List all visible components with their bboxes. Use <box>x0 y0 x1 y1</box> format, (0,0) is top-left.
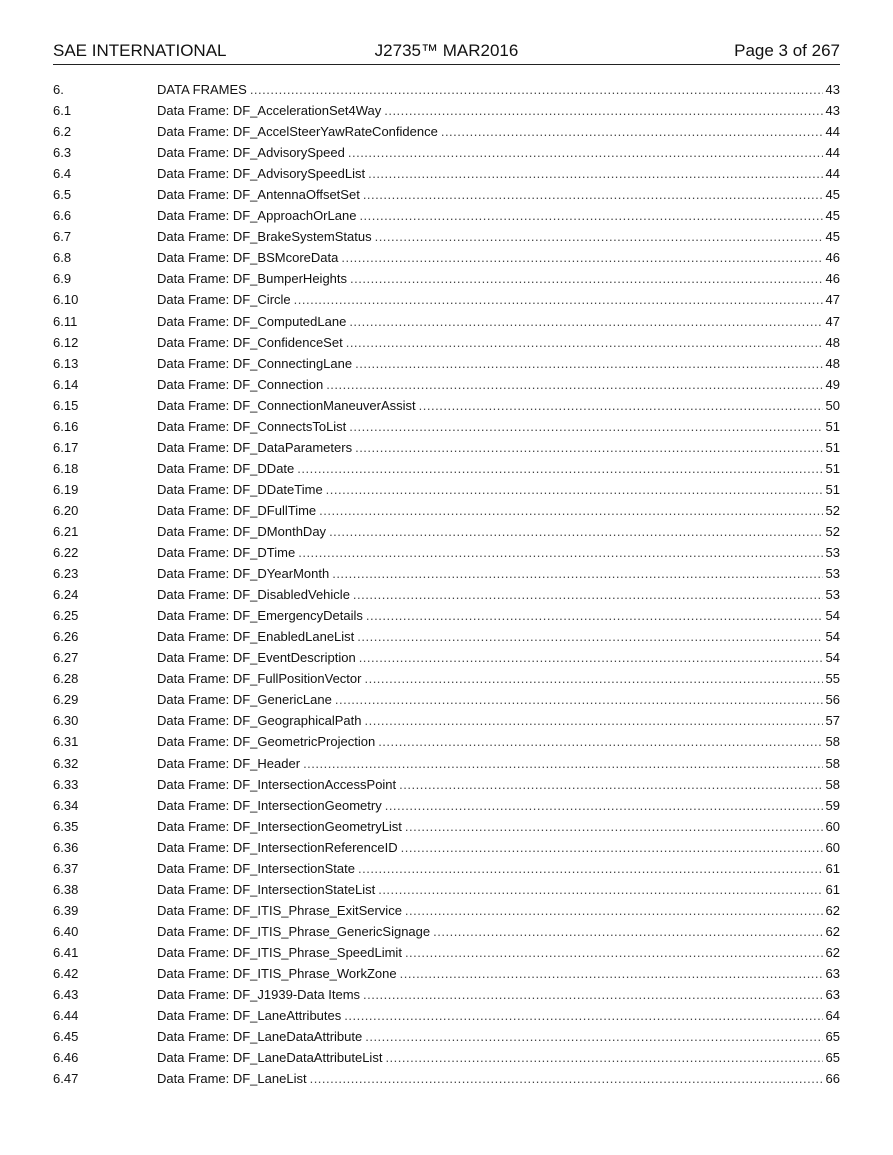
dot-leader <box>363 184 823 205</box>
toc-entry-number: 6.36 <box>53 839 79 855</box>
toc-entry-number: 6.39 <box>53 902 79 918</box>
toc-entry-title: Data Frame: DF_AdvisorySpeedList <box>157 166 366 182</box>
header-document-id: J2735™ MAR2016 <box>374 41 519 60</box>
toc-entry-number: 6.31 <box>53 734 79 750</box>
toc-entry-number: 6.17 <box>53 439 79 455</box>
toc-entry-number: 6.34 <box>53 797 79 813</box>
toc-entry-page: 50 <box>825 397 840 413</box>
toc-entry-page: 54 <box>825 629 840 645</box>
toc-entry-page: 53 <box>825 566 840 582</box>
toc-entry-page: 63 <box>825 965 840 981</box>
dot-leader <box>319 500 822 521</box>
page-header <box>53 40 840 65</box>
toc-entry-number: 6.45 <box>53 1029 79 1045</box>
toc-entry-number: 6.28 <box>53 671 79 687</box>
toc-entry-page: 44 <box>825 166 840 182</box>
toc-entry-page: 51 <box>825 418 840 434</box>
toc-entry-line <box>157 458 840 479</box>
toc-entry-number: 6.43 <box>53 987 79 1003</box>
toc-entry-page: 45 <box>825 208 840 224</box>
toc-entry-line <box>157 332 840 353</box>
toc-entry-number: 6.29 <box>53 692 79 708</box>
toc-entry-line <box>157 984 840 1005</box>
toc-entry-title: Data Frame: DF_Header <box>157 755 301 771</box>
dot-leader <box>400 963 823 984</box>
toc-entry[interactable] <box>53 500 840 521</box>
toc-entry-number: 6.25 <box>53 608 79 624</box>
toc-entry-number: 6.14 <box>53 376 79 392</box>
toc-entry-title: Data Frame: DF_EnabledLaneList <box>157 629 355 645</box>
toc-entry-page: 60 <box>825 818 840 834</box>
toc-entry-title: Data Frame: DF_ConnectionManeuverAssist <box>157 397 416 413</box>
header-page-number: Page 3 of 267 <box>734 41 840 60</box>
toc-entry-line <box>157 374 840 395</box>
toc-entry-title: Data Frame: DF_GeographicalPath <box>157 713 362 729</box>
toc-entry[interactable] <box>53 668 840 689</box>
toc-entry-page: 62 <box>825 902 840 918</box>
toc-entry-line <box>157 795 840 816</box>
toc-entry[interactable] <box>53 626 840 647</box>
dot-leader <box>419 395 823 416</box>
toc-entry[interactable] <box>53 647 840 668</box>
dot-leader <box>365 1026 822 1047</box>
dot-leader <box>405 900 823 921</box>
toc-entry[interactable] <box>53 268 840 289</box>
toc-entry-number: 6.23 <box>53 566 79 582</box>
toc-entry-number: 6.30 <box>53 713 79 729</box>
dot-leader <box>355 437 822 458</box>
dot-leader <box>341 247 822 268</box>
toc-entry-line <box>157 710 840 731</box>
toc-entry[interactable] <box>53 542 840 563</box>
toc-entry-page: 56 <box>825 692 840 708</box>
toc-entry-title: Data Frame: DF_LaneDataAttribute <box>157 1029 363 1045</box>
toc-entry-title: DATA FRAMES <box>157 82 247 97</box>
toc-entry-page: 52 <box>825 502 840 518</box>
dot-leader <box>335 689 823 710</box>
toc-entry-page: 61 <box>825 860 840 876</box>
toc-entry-line <box>157 753 840 774</box>
toc-entry-title: Data Frame: DF_IntersectionStateList <box>157 881 376 897</box>
toc-entry[interactable] <box>53 563 840 584</box>
dot-leader <box>359 205 822 226</box>
toc-entry-number: 6.20 <box>53 502 79 518</box>
toc-entry-line <box>157 816 840 837</box>
toc-entry-title: Data Frame: DF_DTime <box>157 545 296 561</box>
toc-entry-title: Data Frame: DF_ComputedLane <box>157 313 347 329</box>
toc-entry-number: 6.32 <box>53 755 79 771</box>
toc-entry-line <box>157 142 840 163</box>
dot-leader <box>349 416 822 437</box>
toc-entry[interactable] <box>53 689 840 710</box>
toc-entry-line <box>157 500 840 521</box>
toc-entry-number: 6.41 <box>53 944 79 960</box>
toc-entry-page: 45 <box>825 187 840 203</box>
toc-entry-number: 6.18 <box>53 460 79 476</box>
dot-leader <box>250 79 823 100</box>
toc-entry[interactable] <box>53 205 840 226</box>
toc-entry-line <box>157 79 840 100</box>
toc-entry-line <box>157 626 840 647</box>
toc-entry-number: 6.3 <box>53 145 72 161</box>
toc-entry-page: 53 <box>825 545 840 561</box>
toc-entry-title: Data Frame: DF_BrakeSystemStatus <box>157 229 372 245</box>
toc-entry-line <box>157 479 840 500</box>
toc-entry-title: Data Frame: DF_IntersectionState <box>157 860 355 876</box>
toc-entry-title: Data Frame: DF_LaneDataAttributeList <box>157 1050 383 1066</box>
toc-entry-page: 66 <box>825 1071 840 1087</box>
toc-entry-title: Data Frame: DF_IntersectionGeometryList <box>157 818 402 834</box>
toc-entry-page: 43 <box>825 82 840 97</box>
toc-entry[interactable] <box>53 753 840 774</box>
toc-entry-number: 6.21 <box>53 523 79 539</box>
toc-entry-line <box>157 1047 840 1068</box>
toc-entry-line <box>157 858 840 879</box>
toc-entry-number: 6.5 <box>53 187 72 203</box>
toc-entry-number: 6.7 <box>53 229 72 245</box>
toc-entry-line <box>157 774 840 795</box>
toc-entry-number: 6.46 <box>53 1050 79 1066</box>
dot-leader <box>355 353 822 374</box>
dot-leader <box>344 1005 822 1026</box>
dot-leader <box>298 542 822 563</box>
toc-entry[interactable] <box>53 816 840 837</box>
toc-entry[interactable] <box>53 1047 840 1068</box>
toc-entry-page: 44 <box>825 145 840 161</box>
toc-entry-line <box>157 353 840 374</box>
toc-entry[interactable] <box>53 479 840 500</box>
toc-entry[interactable] <box>53 879 840 900</box>
toc-entry-line <box>157 395 840 416</box>
toc-entry-number: 6.10 <box>53 292 79 308</box>
dot-leader <box>375 226 823 247</box>
toc-entry[interactable] <box>53 289 840 310</box>
dot-leader <box>364 710 822 731</box>
toc-entry[interactable] <box>53 163 840 184</box>
toc-entry[interactable] <box>53 374 840 395</box>
toc-entry-line <box>157 311 840 332</box>
toc-entry-page: 65 <box>825 1050 840 1066</box>
toc-entry-title: Data Frame: DF_LaneList <box>157 1071 307 1087</box>
dot-leader <box>310 1068 823 1089</box>
toc-entry-page: 47 <box>825 313 840 329</box>
dot-leader <box>303 753 822 774</box>
toc-entry-page: 43 <box>825 103 840 119</box>
toc-entry-page: 52 <box>825 523 840 539</box>
toc-entry-page: 45 <box>825 229 840 245</box>
toc-entry-line <box>157 668 840 689</box>
dot-leader <box>329 521 822 542</box>
toc-entry-line <box>157 584 840 605</box>
dot-leader <box>332 563 822 584</box>
dot-leader <box>441 121 823 142</box>
dot-leader <box>384 100 822 121</box>
toc-entry[interactable] <box>53 226 840 247</box>
toc-entry-page: 53 <box>825 587 840 603</box>
dot-leader <box>364 668 822 689</box>
toc-entry-title: Data Frame: DF_IntersectionGeometry <box>157 797 382 813</box>
toc-entry-page: 46 <box>825 250 840 266</box>
dot-leader <box>366 605 823 626</box>
toc-entry-page: 65 <box>825 1029 840 1045</box>
toc-entry[interactable] <box>53 458 840 479</box>
toc-entry-number: 6. <box>53 82 64 97</box>
toc-entry-line <box>157 689 840 710</box>
toc-entry-title: Data Frame: DF_DDate <box>157 460 295 476</box>
toc-entry-line <box>157 879 840 900</box>
toc-entry-line <box>157 226 840 247</box>
toc-entry[interactable] <box>53 395 840 416</box>
toc-entry-number: 6.11 <box>53 313 78 329</box>
toc-entry[interactable] <box>53 858 840 879</box>
toc-entry-title: Data Frame: DF_ConfidenceSet <box>157 334 343 350</box>
toc-entry-title: Data Frame: DF_ConnectingLane <box>157 355 353 371</box>
toc-entry-page: 58 <box>825 734 840 750</box>
toc-entry-line <box>157 963 840 984</box>
toc-entry[interactable] <box>53 1005 840 1026</box>
table-of-contents <box>53 79 840 1089</box>
toc-entry-title: Data Frame: DF_EmergencyDetails <box>157 608 363 624</box>
toc-entry[interactable] <box>53 1068 840 1089</box>
dot-leader <box>401 837 823 858</box>
toc-entry-number: 6.26 <box>53 629 79 645</box>
toc-entry-line <box>157 247 840 268</box>
toc-entry-line <box>157 542 840 563</box>
toc-entry-page: 46 <box>825 271 840 287</box>
toc-entry-page: 55 <box>825 671 840 687</box>
toc-entry[interactable] <box>53 710 840 731</box>
toc-entry-page: 51 <box>825 481 840 497</box>
toc-entry-page: 60 <box>825 839 840 855</box>
toc-entry-page: 59 <box>825 797 840 813</box>
toc-entry[interactable] <box>53 184 840 205</box>
toc-entry-title: Data Frame: DF_DataParameters <box>157 439 353 455</box>
toc-entry[interactable] <box>53 963 840 984</box>
toc-entry-page: 51 <box>825 439 840 455</box>
toc-entry-number: 6.8 <box>53 250 72 266</box>
toc-entry-title: Data Frame: DF_J1939-Data Items <box>157 987 361 1003</box>
toc-entry-title: Data Frame: DF_Circle <box>157 292 291 308</box>
dot-leader <box>294 289 823 310</box>
toc-entry-line <box>157 1068 840 1089</box>
toc-entry-title: Data Frame: DF_FullPositionVector <box>157 671 362 687</box>
toc-entry-number: 6.44 <box>53 1008 79 1024</box>
toc-entry-page: 57 <box>825 713 840 729</box>
dot-leader <box>405 942 823 963</box>
toc-entry-title: Data Frame: DF_Connection <box>157 376 324 392</box>
toc-entry-page: 49 <box>825 376 840 392</box>
toc-entry-page: 62 <box>825 944 840 960</box>
toc-entry-line <box>157 163 840 184</box>
toc-entry[interactable] <box>53 100 840 121</box>
toc-entry-title: Data Frame: DF_GeometricProjection <box>157 734 376 750</box>
toc-entry-title: Data Frame: DF_DMonthDay <box>157 523 327 539</box>
toc-entry-number: 6.22 <box>53 545 79 561</box>
toc-entry-line <box>157 205 840 226</box>
toc-entry[interactable] <box>53 247 840 268</box>
dot-leader <box>385 795 823 816</box>
dot-leader <box>368 163 822 184</box>
toc-entry-title: Data Frame: DF_AccelerationSet4Way <box>157 103 382 119</box>
toc-entry-number: 6.47 <box>53 1071 79 1087</box>
toc-entry-title: Data Frame: DF_AntennaOffsetSet <box>157 187 360 203</box>
toc-entry-number: 6.16 <box>53 418 79 434</box>
toc-entry[interactable] <box>53 416 840 437</box>
toc-entry[interactable] <box>53 984 840 1005</box>
toc-entry-title: Data Frame: DF_BumperHeights <box>157 271 348 287</box>
toc-entry-page: 48 <box>825 334 840 350</box>
toc-entry-title: Data Frame: DF_AccelSteerYawRateConfidence <box>157 124 438 140</box>
toc-entry[interactable] <box>53 774 840 795</box>
toc-entry[interactable] <box>53 942 840 963</box>
toc-entry-line <box>157 647 840 668</box>
dot-leader <box>433 921 822 942</box>
toc-entry-page: 47 <box>825 292 840 308</box>
toc-entry-number: 6.37 <box>53 860 79 876</box>
toc-entry-title: Data Frame: DF_ITIS_Phrase_SpeedLimit <box>157 944 402 960</box>
dot-leader <box>363 984 823 1005</box>
toc-entry-title: Data Frame: DF_IntersectionAccessPoint <box>157 776 397 792</box>
toc-entry-page: 58 <box>825 755 840 771</box>
toc-entry-page: 54 <box>825 608 840 624</box>
toc-entry-title: Data Frame: DF_GenericLane <box>157 692 332 708</box>
dot-leader <box>405 816 823 837</box>
dot-leader <box>350 268 823 289</box>
toc-entry[interactable] <box>53 921 840 942</box>
toc-entry-line <box>157 121 840 142</box>
toc-entry-number: 6.9 <box>53 271 72 287</box>
toc-entry[interactable] <box>53 1026 840 1047</box>
toc-entry[interactable] <box>53 521 840 542</box>
toc-entry-title: Data Frame: DF_BSMcoreData <box>157 250 339 266</box>
dot-leader <box>348 142 823 163</box>
toc-entry[interactable] <box>53 332 840 353</box>
dot-leader <box>346 332 823 353</box>
dot-leader <box>378 731 822 752</box>
toc-entry-number: 6.15 <box>53 397 79 413</box>
toc-entry-title: Data Frame: DF_ITIS_Phrase_ExitService <box>157 902 402 918</box>
toc-entry[interactable] <box>53 311 840 332</box>
toc-entry-line <box>157 921 840 942</box>
toc-entry-number: 6.2 <box>53 124 72 140</box>
dot-leader <box>326 374 822 395</box>
toc-entry-line <box>157 100 840 121</box>
toc-entry-line <box>157 268 840 289</box>
toc-entry-title: Data Frame: DF_ITIS_Phrase_GenericSignage <box>157 923 431 939</box>
dot-leader <box>378 879 822 900</box>
toc-entry[interactable] <box>53 731 840 752</box>
toc-entry[interactable] <box>53 837 840 858</box>
toc-entry-line <box>157 437 840 458</box>
dot-leader <box>349 311 822 332</box>
toc-entry[interactable] <box>53 795 840 816</box>
dot-leader <box>359 647 823 668</box>
toc-entry-line <box>157 184 840 205</box>
toc-entry[interactable] <box>53 353 840 374</box>
toc-entry[interactable] <box>53 437 840 458</box>
toc-entry-page: 44 <box>825 124 840 140</box>
toc-entry-line <box>157 900 840 921</box>
toc-entry-line <box>157 731 840 752</box>
toc-entry[interactable] <box>53 584 840 605</box>
toc-entry-number: 6.35 <box>53 818 79 834</box>
toc-entry-line <box>157 1005 840 1026</box>
toc-entry-title: Data Frame: DF_EventDescription <box>157 650 356 666</box>
toc-entry-number: 6.13 <box>53 355 79 371</box>
toc-entry-line <box>157 289 840 310</box>
toc-entry-page: 63 <box>825 987 840 1003</box>
toc-entry-page: 62 <box>825 923 840 939</box>
toc-entry[interactable] <box>53 900 840 921</box>
toc-entry[interactable] <box>53 142 840 163</box>
toc-entry-page: 64 <box>825 1008 840 1024</box>
toc-entry-number: 6.1 <box>53 103 72 119</box>
dot-leader <box>358 858 823 879</box>
toc-entry-line <box>157 942 840 963</box>
toc-entry-number: 6.33 <box>53 776 79 792</box>
toc-entry-line <box>157 521 840 542</box>
toc-entry-title: Data Frame: DF_DDateTime <box>157 481 323 497</box>
header-organization: SAE INTERNATIONAL <box>53 41 227 60</box>
toc-entry-number: 6.27 <box>53 650 79 666</box>
toc-entry-page: 48 <box>825 355 840 371</box>
toc-entry-title: Data Frame: DF_ConnectsToList <box>157 418 347 434</box>
toc-entry-line <box>157 563 840 584</box>
toc-entry[interactable] <box>53 605 840 626</box>
dot-leader <box>297 458 822 479</box>
toc-entry-line <box>157 837 840 858</box>
toc-entry-title: Data Frame: DF_ApproachOrLane <box>157 208 357 224</box>
toc-entry-number: 6.4 <box>53 166 72 182</box>
dot-leader <box>399 774 822 795</box>
toc-entry[interactable] <box>53 79 840 100</box>
dot-leader <box>326 479 823 500</box>
toc-entry-title: Data Frame: DF_DFullTime <box>157 502 317 518</box>
toc-entry-title: Data Frame: DF_LaneAttributes <box>157 1008 342 1024</box>
toc-entry-page: 54 <box>825 650 840 666</box>
dot-leader <box>385 1047 822 1068</box>
toc-entry-number: 6.38 <box>53 881 79 897</box>
toc-entry-number: 6.19 <box>53 481 79 497</box>
toc-entry-number: 6.40 <box>53 923 79 939</box>
toc-entry-page: 51 <box>825 460 840 476</box>
toc-entry-title: Data Frame: DF_AdvisorySpeed <box>157 145 345 161</box>
toc-entry-title: Data Frame: DF_DYearMonth <box>157 566 330 582</box>
toc-entry-number: 6.24 <box>53 587 79 603</box>
toc-entry[interactable] <box>53 121 840 142</box>
dot-leader <box>353 584 823 605</box>
toc-entry-line <box>157 605 840 626</box>
toc-entry-title: Data Frame: DF_DisabledVehicle <box>157 587 350 603</box>
toc-entry-number: 6.6 <box>53 208 72 224</box>
toc-entry-line <box>157 1026 840 1047</box>
toc-entry-title: Data Frame: DF_ITIS_Phrase_WorkZone <box>157 965 397 981</box>
toc-entry-page: 58 <box>825 776 840 792</box>
toc-entry-number: 6.12 <box>53 334 79 350</box>
toc-entry-title: Data Frame: DF_IntersectionReferenceID <box>157 839 398 855</box>
dot-leader <box>357 626 822 647</box>
toc-entry-line <box>157 416 840 437</box>
toc-entry-number: 6.42 <box>53 965 79 981</box>
toc-entry-page: 61 <box>825 881 840 897</box>
